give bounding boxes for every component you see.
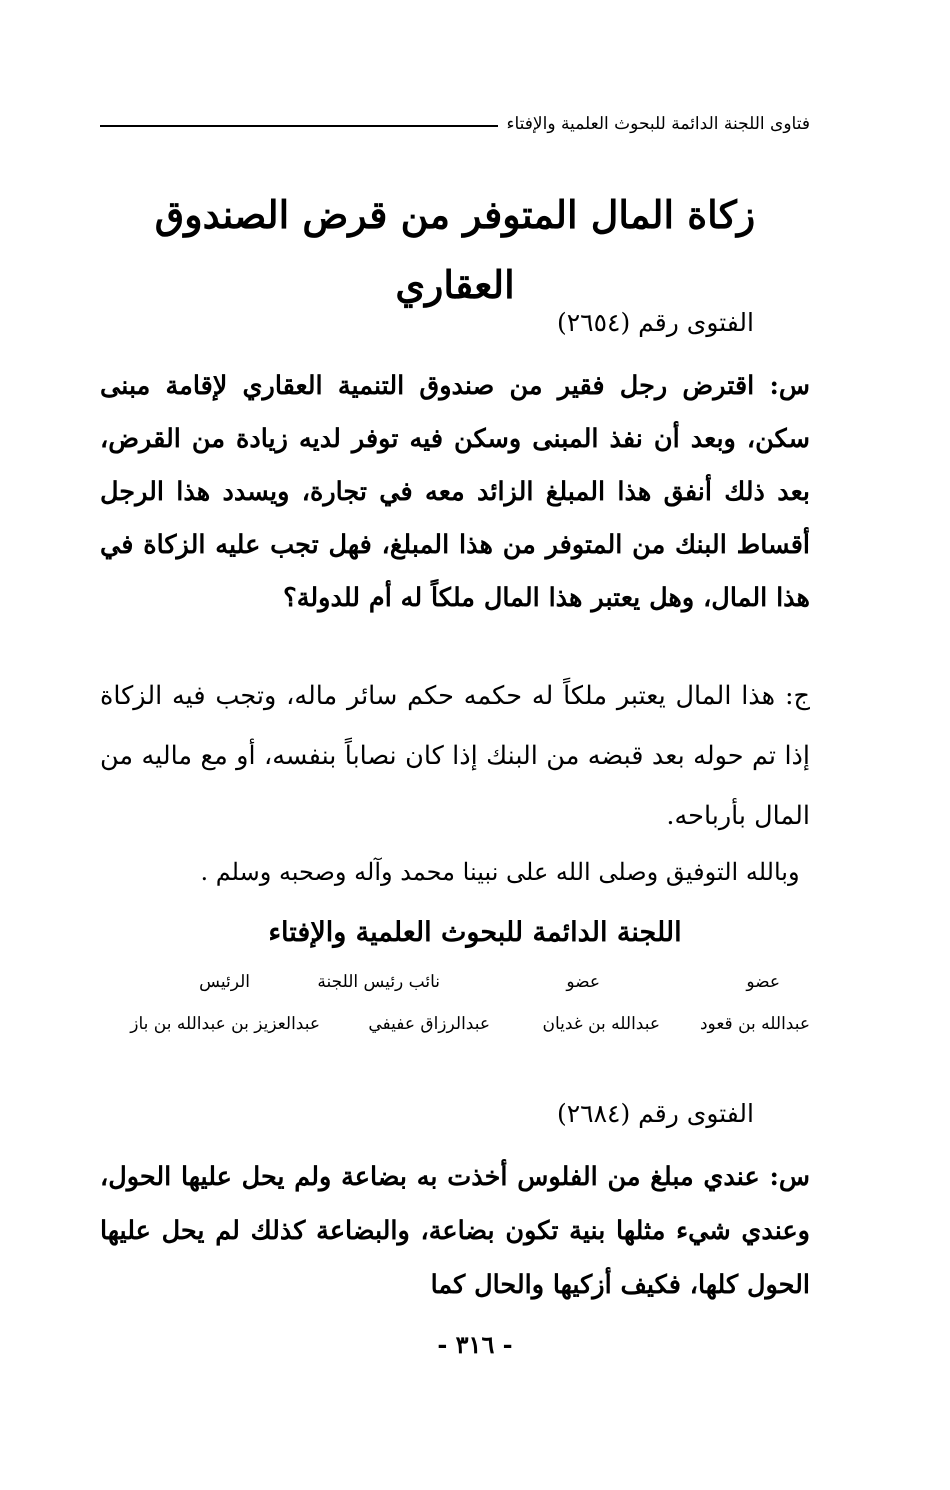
signatory-roles <box>100 972 810 1006</box>
question-paragraph: س: اقترض رجل فقير من صندوق التنمية العقاري لإقامة مبنى سكن، وبعد أن نفذ المبنى وسكن فيه توفر لديه زيادة من القرض، بعد ذلك أنفق هذا المبلغ الزائد معه في تجارة، ويسدد هذا الرجل أقساط البنك من المتوفر من هذا المبلغ، فهل تجب عليه الزكاة في هذا المال، وهل يعتبر هذا المال ملكاً له أم للدولة؟ <box>100 371 810 613</box>
page-title: زكاة المال المتوفر من قرض الصندوق العقاري <box>154 192 756 307</box>
signatory-role: عضو <box>566 972 600 992</box>
question-paragraph: س: عندي مبلغ من الفلوس أخذت به بضاعة ولم يحل عليها الحول، وعندي شيء مثلها بنية تكون بضاعة، والبضاعة كذلك لم يحل عليها الحول كلها، فكيف أزكيها والحال كما <box>100 1162 810 1300</box>
running-header <box>100 114 810 134</box>
fatwa-number: الفتوى رقم (٢٦٥٤) <box>556 308 754 337</box>
signatory-name: عبدالرزاق عفيفي <box>368 1014 490 1034</box>
signatures-block <box>100 972 810 1048</box>
fatwa-number: الفتوى رقم (٢٦٨٤) <box>556 1099 754 1128</box>
header-rule <box>100 125 498 127</box>
signatory-role: الرئيس <box>199 972 250 992</box>
signatory-role: عضو <box>746 972 780 992</box>
signatory-name: عبدالله بن غديان <box>542 1014 660 1034</box>
running-header-text: فتاوى اللجنة الدائمة للبحوث العلمية والإفتاء <box>506 114 810 134</box>
signatory-role: نائب رئيس اللجنة <box>317 972 440 992</box>
signatory-name: عبدالله بن قعود <box>699 1014 810 1034</box>
signatory-names <box>100 1014 810 1048</box>
closing-line: وبالله التوفيق وصلى الله على نبينا محمد وآله وصحبه وسلم . <box>200 858 800 886</box>
answer-paragraph: ج: هذا المال يعتبر ملكاً له حكمه حكم سائر ماله، وتجب فيه الزكاة إذا تم حوله بعد قبضه من البنك إذا كان نصاباً بنفسه، أو مع ماليه من المال بأرباحه. <box>100 681 810 831</box>
signatory-name: عبدالعزيز بن عبدالله بن باز <box>130 1014 320 1034</box>
page-number: - ٣١٦ - <box>437 1330 513 1359</box>
committee-name: اللجنة الدائمة للبحوث العلمية والإفتاء <box>268 917 682 948</box>
